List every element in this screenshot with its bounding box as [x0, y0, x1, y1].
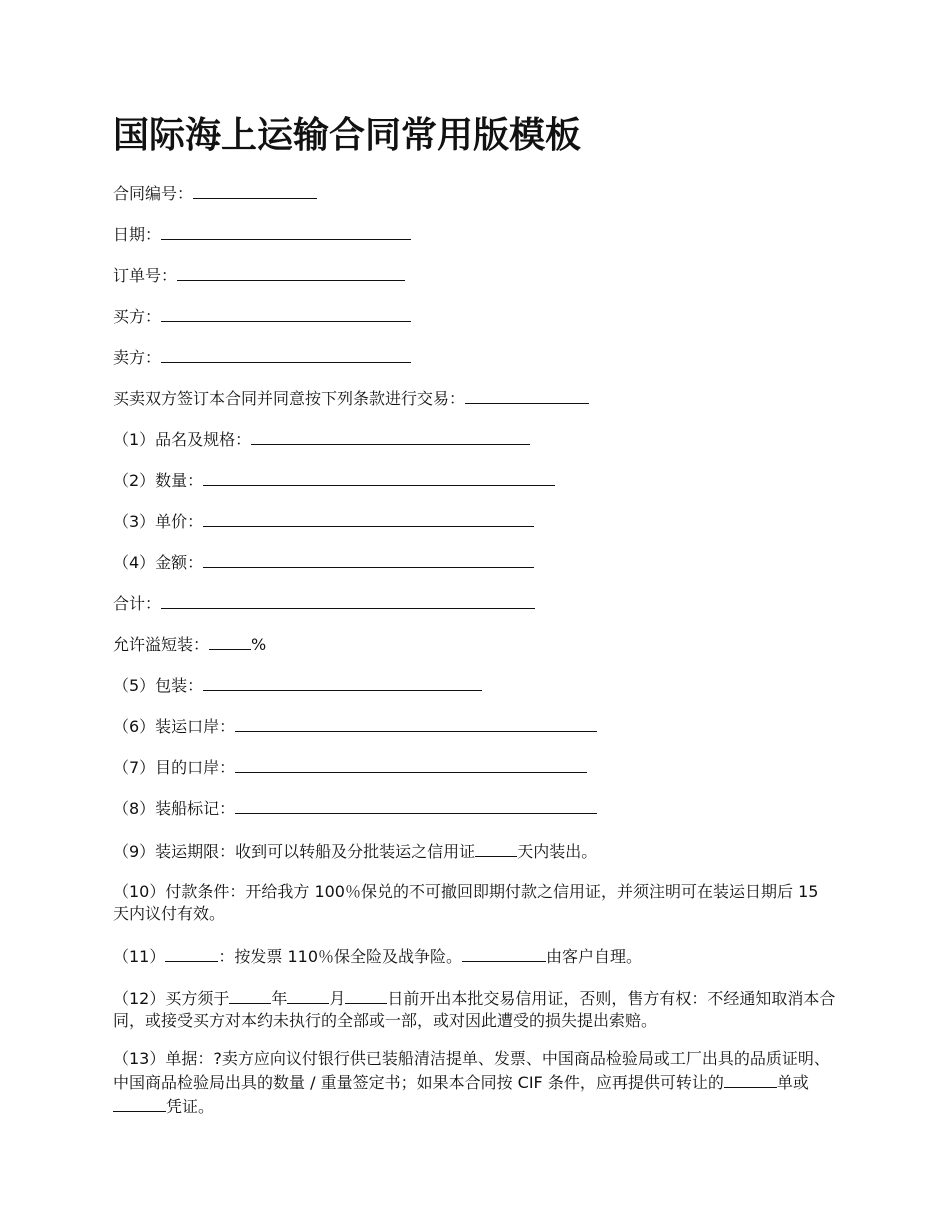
item4-line: [113, 550, 534, 574]
item2-line: [113, 468, 555, 492]
item9-days-blank: [475, 839, 517, 857]
item11-text-b: ：按发票 110％保全险及战争险。: [218, 947, 463, 966]
item9-text-a: （9）装运期限：收到可以转船及分批装运之信用证: [113, 842, 476, 861]
buyer-line: [113, 304, 411, 328]
item1-line: [113, 427, 530, 451]
date-line: [113, 222, 411, 246]
item4-label: （4）金额：: [113, 553, 204, 572]
item13-text-c: 凭证。: [166, 1097, 215, 1116]
contract-number-blank: [193, 181, 317, 199]
item12-paragraph: [113, 986, 838, 1032]
order-number-blank: [177, 263, 405, 281]
item8-blank: [235, 796, 597, 814]
item3-blank: [203, 509, 534, 527]
intro-line: [113, 386, 589, 410]
item5-label: （5）包装：: [113, 676, 204, 695]
order-number-label: 订单号：: [113, 266, 178, 285]
item11-text-a: （11）: [113, 947, 166, 966]
item1-blank: [251, 427, 530, 445]
item7-blank: [235, 755, 587, 773]
contract-number-line: [113, 181, 317, 205]
tolerance-unit: %: [251, 635, 267, 654]
item7-label: （7）目的口岸：: [113, 758, 236, 777]
item4-blank: [203, 550, 534, 568]
date-label: 日期：: [113, 225, 162, 244]
item11-text-c: 由客户自理。: [546, 947, 643, 966]
item3-label: （3）单价：: [113, 512, 204, 531]
item13-paragraph: [113, 1048, 838, 1118]
item5-blank: [203, 673, 482, 691]
tolerance-line: [113, 632, 266, 656]
item7-line: [113, 755, 587, 779]
item11-blank-1: [165, 944, 218, 962]
item6-label: （6）装运口岸：: [113, 717, 236, 736]
item2-blank: [203, 468, 555, 486]
total-blank: [161, 591, 535, 609]
item13-text-b: 单或: [776, 1073, 809, 1092]
item8-line: [113, 796, 597, 820]
total-label: 合计：: [113, 594, 162, 613]
item13-blank-2: [113, 1094, 166, 1112]
item12-text-b: 年: [271, 989, 288, 1008]
intro-text: 买卖双方签订本合同并同意按下列条款进行交易：: [113, 389, 466, 408]
order-number-line: [113, 263, 405, 287]
buyer-blank: [161, 304, 411, 322]
item12-year-blank: [229, 986, 271, 1004]
item12-text-d: 日前开出本批交易信用证，否则，售方有权：不经通知取消本合同，或接受买方对本约未执行的全部或一部，或对因此遭受的损失提出索赔。: [113, 989, 836, 1030]
item3-line: [113, 509, 534, 533]
buyer-label: 买方：: [113, 307, 162, 326]
date-blank: [161, 222, 411, 240]
item13-text-a: （13）单据：?卖方应向议付银行供已装船清洁提单、发票、中国商品检验局或工厂出具的品质证明、中国商品检验局出具的数量 / 重量签定书；如果本合同按 CIF 条件，应再提供可转让的: [113, 1049, 830, 1092]
item2-label: （2）数量：: [113, 471, 204, 490]
item12-month-blank: [287, 986, 329, 1004]
item9-text-b: 天内装出。: [517, 842, 598, 861]
total-line: [113, 591, 535, 615]
seller-label: 卖方：: [113, 348, 162, 367]
tolerance-blank: [209, 632, 251, 650]
item11-line: [113, 944, 642, 968]
item12-day-blank: [345, 986, 387, 1004]
item13-blank-1: [724, 1070, 777, 1088]
tolerance-label: 允许溢短装：: [113, 635, 210, 654]
intro-blank: [465, 386, 589, 404]
item6-blank: [235, 714, 597, 732]
page-title: 国际海上运输合同常用版模板: [113, 115, 582, 156]
item11-blank-2: [462, 944, 546, 962]
contract-number-label: 合同编号：: [113, 184, 194, 203]
item10-paragraph: （10）付款条件：开给我方 100％保兑的不可撤回即期付款之信用证，并须注明可在装运日期后 15 天内议付有效。: [113, 882, 819, 923]
seller-line: [113, 345, 411, 369]
item12-text-a: （12）买方须于: [113, 989, 230, 1008]
item6-line: [113, 714, 597, 738]
seller-blank: [161, 345, 411, 363]
item5-line: [113, 673, 482, 697]
item12-text-c: 月: [329, 989, 346, 1008]
item8-label: （8）装船标记：: [113, 799, 236, 818]
item9-line: [113, 839, 597, 863]
item1-label: （1）品名及规格：: [113, 430, 252, 449]
